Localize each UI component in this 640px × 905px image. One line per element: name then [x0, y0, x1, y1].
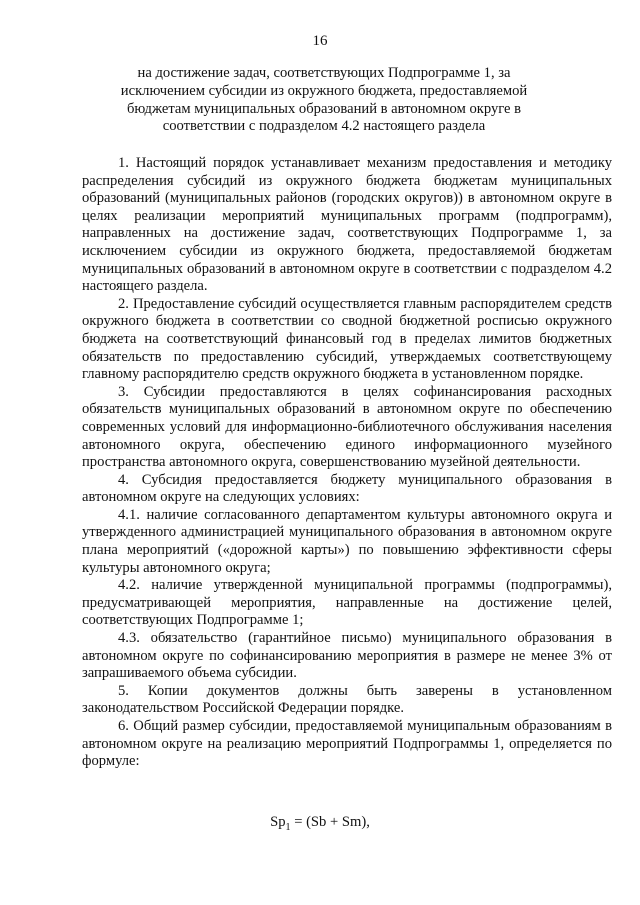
- paragraph-6: 6. Общий размер субсидии, предоставляемой муниципальным образованиям в автономном округе на реализацию мероприятий Подпрограммы 1, определяется по формуле:: [82, 718, 612, 770]
- paragraph-4-2: 4.2. наличие утвержденной муниципальной программы (подпрограммы), предусматривающей мероприятия, направленные на достижение целей, соответствующих Подпрограмме 1;: [82, 577, 612, 629]
- document-body: [82, 155, 612, 771]
- formula-rhs: = (Sb + Sm),: [290, 814, 370, 830]
- page-number: 16: [312, 33, 328, 49]
- paragraph-4-1: 4.1. наличие согласованного департаментом культуры автономного округа и утвержденного администрацией муниципального образования в автономном округе плана мероприятий («дорожной карты») по повышению эффективности сферы культуры автономного округа;: [82, 506, 612, 576]
- paragraph-4-3: 4.3. обязательство (гарантийное письмо) муниципального образования в автономном округе по софинансированию мероприятия в размере не менее 3% от запрашиваемого объема субсидии.: [82, 630, 612, 682]
- formula-lhs-subscript: 1: [285, 821, 291, 833]
- paragraph-1: 1. Настоящий порядок устанавливает механизм предоставления и методику распределения субсидий из окружного бюджета бюджетам муниципальных образований (муниципальных районов (городских округов)) в автономном округе в целях реализации мероприятий муниципальных программ (подпрограмм), направленных на достижение задач, соответствующих Подпрограмме 1, за исключением субсидии из окружного бюджета, предоставляемой бюджетам муниципальных образований в автономном округе в соответствии с подразделом 4.2 настоящего раздела.: [82, 155, 612, 295]
- paragraph-3: 3. Субсидии предоставляются в целях софинансирования расходных обязательств муниципальных образований в автономном округе по обеспечению современных условий для информационно-библиотечного обслуживания населения автономного округа, обеспечению единого информационного музейного пространства автономного округа, совершенствованию музейной деятельности.: [82, 383, 612, 471]
- paragraph-2: 2. Предоставление субсидий осуществляется главным распорядителем средств окружного бюджета в соответствии со сводной бюджетной росписью окружного бюджета на соответствующий финансовый год в пределах лимитов бюджетных обязательств по предоставлению субсидий, утверждаемых соответствующему главному распорядителю средств окружного бюджета в установленном порядке.: [82, 295, 612, 383]
- paragraph-5: 5. Копии документов должны быть заверены в установленном законодательством Российской Федерации порядке.: [82, 682, 612, 717]
- paragraph-4: 4. Субсидия предоставляется бюджету муниципального образования в автономном округе на следующих условиях:: [82, 471, 612, 506]
- formula-lhs: Sp: [270, 814, 286, 830]
- formula: [0, 814, 640, 837]
- section-heading: на достижение задач, соответствующих Подпрограмме 1, за исключением субсидии из окружного бюджета, предоставляемой бюджетам муниципальных образований в автономном округе в соответствии с подразделом 4.2 настоящего раздела: [120, 65, 528, 135]
